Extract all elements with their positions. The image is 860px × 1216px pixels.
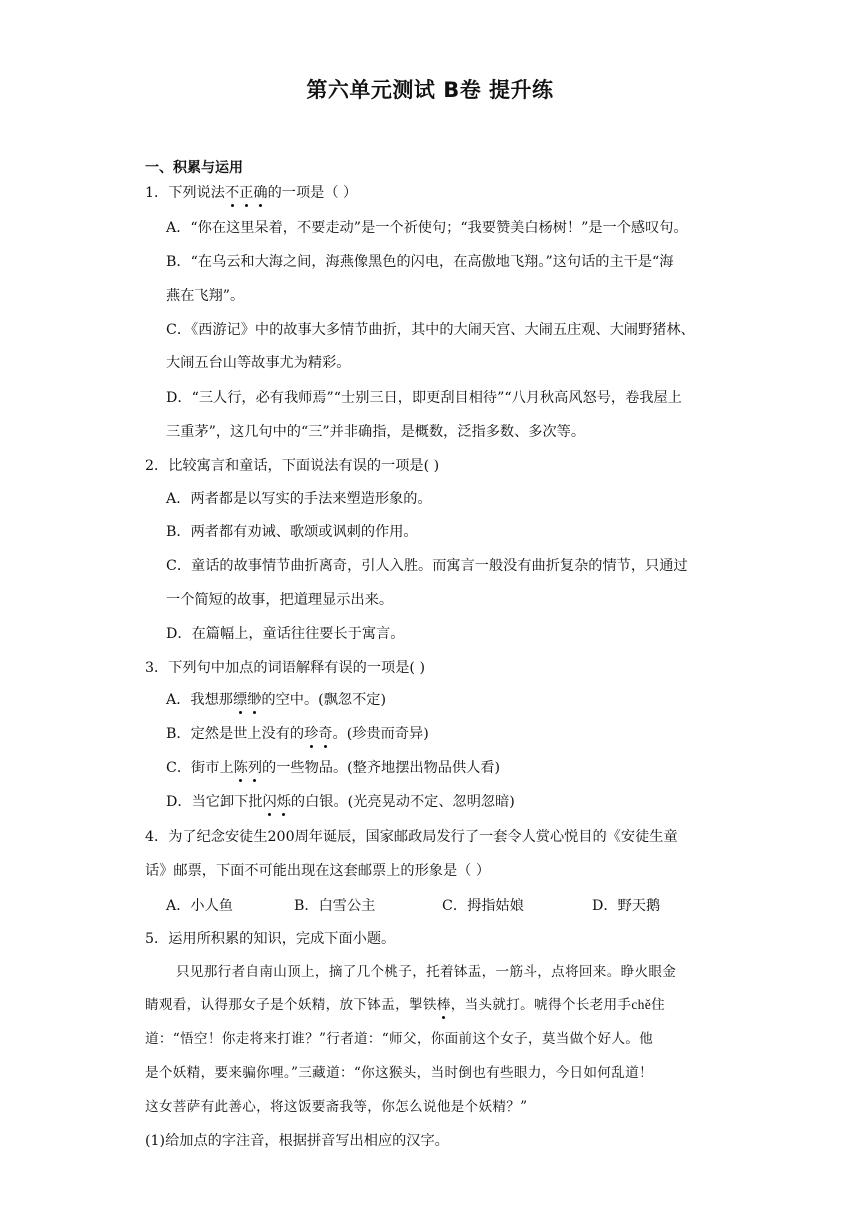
question-1-option-c-cont: 大闹五台山等故事尤为精彩。: [166, 355, 351, 371]
question-5-subquestion-1: (1)给加点的字注音，根据拼音写出相应的汉字。: [145, 1133, 449, 1149]
question-4-option-d: D．野天鹅: [592, 898, 661, 914]
emphasis-dot-char: 棒: [436, 997, 451, 1013]
section-heading: 一、积累与运用: [145, 160, 243, 176]
question-4-option-b: B．白雪公主: [294, 898, 376, 914]
passage-line: 这女菩萨有此善心，将这饭要斋我等，你怎么说他是个妖精？”: [145, 1099, 528, 1115]
question-4-option-a: A．小人鱼: [166, 898, 233, 914]
page-title: 第六单元测试 B卷 提升练: [306, 78, 554, 102]
passage-line: 是个妖精，要来骗你哩。”三藏道：“你这猴头，当时倒也有些眼力，今日如何乱道！: [145, 1065, 653, 1081]
question-3-option-d: D．当它卸下批闪烁的白银。(光亮晃动不定、忽明忽暗): [166, 794, 515, 810]
question-3-stem: 3．下列句中加点的词语解释有误的一项是( ): [145, 660, 425, 676]
emphasis-dot-char: 缈: [247, 692, 262, 708]
question-3-option-b: B．定然是世上没有的珍奇。(珍贵而奇异): [166, 726, 429, 742]
passage-line: 只见那行者自南山顶上，摘了几个桃子，托着钵盂，一筋斗，点将回来。睁火眼金: [176, 964, 677, 980]
question-2-option-c-cont: 一个简短的故事，把道理显示出来。: [166, 592, 394, 608]
question-2-option-c: C．童话的故事情节曲折离奇，引人入胜。而寓言一般没有曲折复杂的情节，只通过: [166, 558, 688, 574]
question-1-option-b-cont: 燕在飞翔”。: [166, 288, 245, 304]
question-1-option-c: C．《西游记》中的故事大多情节曲折，其中的大闹天宫、大闹五庄观、大闹野猪林、: [166, 322, 695, 338]
question-3-option-a: A．我想那缥缈的空中。(飘忽不定): [166, 692, 386, 708]
question-4-options: [166, 896, 660, 916]
question-4-stem: 4．为了纪念安徒生200周年诞辰，国家邮政局发行了一套令人赏心悦目的《安徒生童: [145, 829, 678, 845]
passage-line: 睛观看，认得那女子是个妖精，放下钵盂，掣铁棒，当头就打。唬得个长老用手chě住: [145, 997, 665, 1013]
emphasis-dot-char: 列: [247, 760, 263, 776]
question-2-option-b: B．两者都有劝诫、歌颂或讽刺的作用。: [166, 524, 418, 540]
emphasis-dot-char: 不: [224, 185, 240, 201]
emphasis-dot-char: 珍: [304, 726, 319, 742]
question-3-option-c: C．街市上陈列的一些物品。(整齐地摆出物品供人看): [166, 760, 501, 776]
question-2-stem: 2．比较寓言和童话，下面说法有误的一项是( ): [145, 458, 440, 474]
emphasis-dot-char: 陈: [233, 760, 248, 776]
emphasis-dot-char: 确: [253, 185, 268, 201]
emphasis-dot-char: 正: [239, 185, 254, 201]
question-5-stem: 5．运用所积累的知识，完成下面小题。: [145, 931, 396, 947]
question-1-option-d: D．“三人行，必有我师焉”“士别三日，即更刮目相待”“八月秋高风怒号，卷我屋上: [166, 390, 682, 406]
question-1-stem: 1．下列说法不正确的一项是（ ）: [145, 185, 358, 201]
emphasis-dot-char: 奇: [318, 726, 333, 742]
emphasis-dot-char: 烁: [276, 794, 291, 810]
question-4-option-c: C．拇指姑娘: [442, 898, 524, 914]
passage-line: 道：“悟空！你走将来打谁？”行者道：“师父，你面前这个女子，莫当做个好人。他: [145, 1031, 654, 1047]
question-1-option-a: A．“你在这里呆着，不要走动”是一个祈使句；“我要赞美白杨树！”是一个感叹句。: [166, 220, 688, 236]
pinyin-text: chě: [631, 997, 652, 1012]
question-2-option-a: A．两者都是以写实的手法来塑造形象的。: [166, 491, 432, 507]
emphasis-dot-char: 缥: [233, 692, 248, 708]
question-2-option-d: D．在篇幅上，童话往往要长于寓言。: [166, 626, 405, 642]
question-4-stem-cont: 话》邮票，下面不可能出现在这套邮票上的形象是（ ）: [145, 863, 491, 879]
question-1-option-d-cont: 三重茅”，这几句中的“三”并非确指，是概数，泛指多数、多次等。: [166, 424, 586, 440]
emphasis-dot-char: 闪: [262, 794, 277, 810]
question-1-option-b: B．“在乌云和大海之间，海燕像黑色的闪电，在高傲地飞翔。”这句话的主干是“海: [166, 254, 674, 270]
